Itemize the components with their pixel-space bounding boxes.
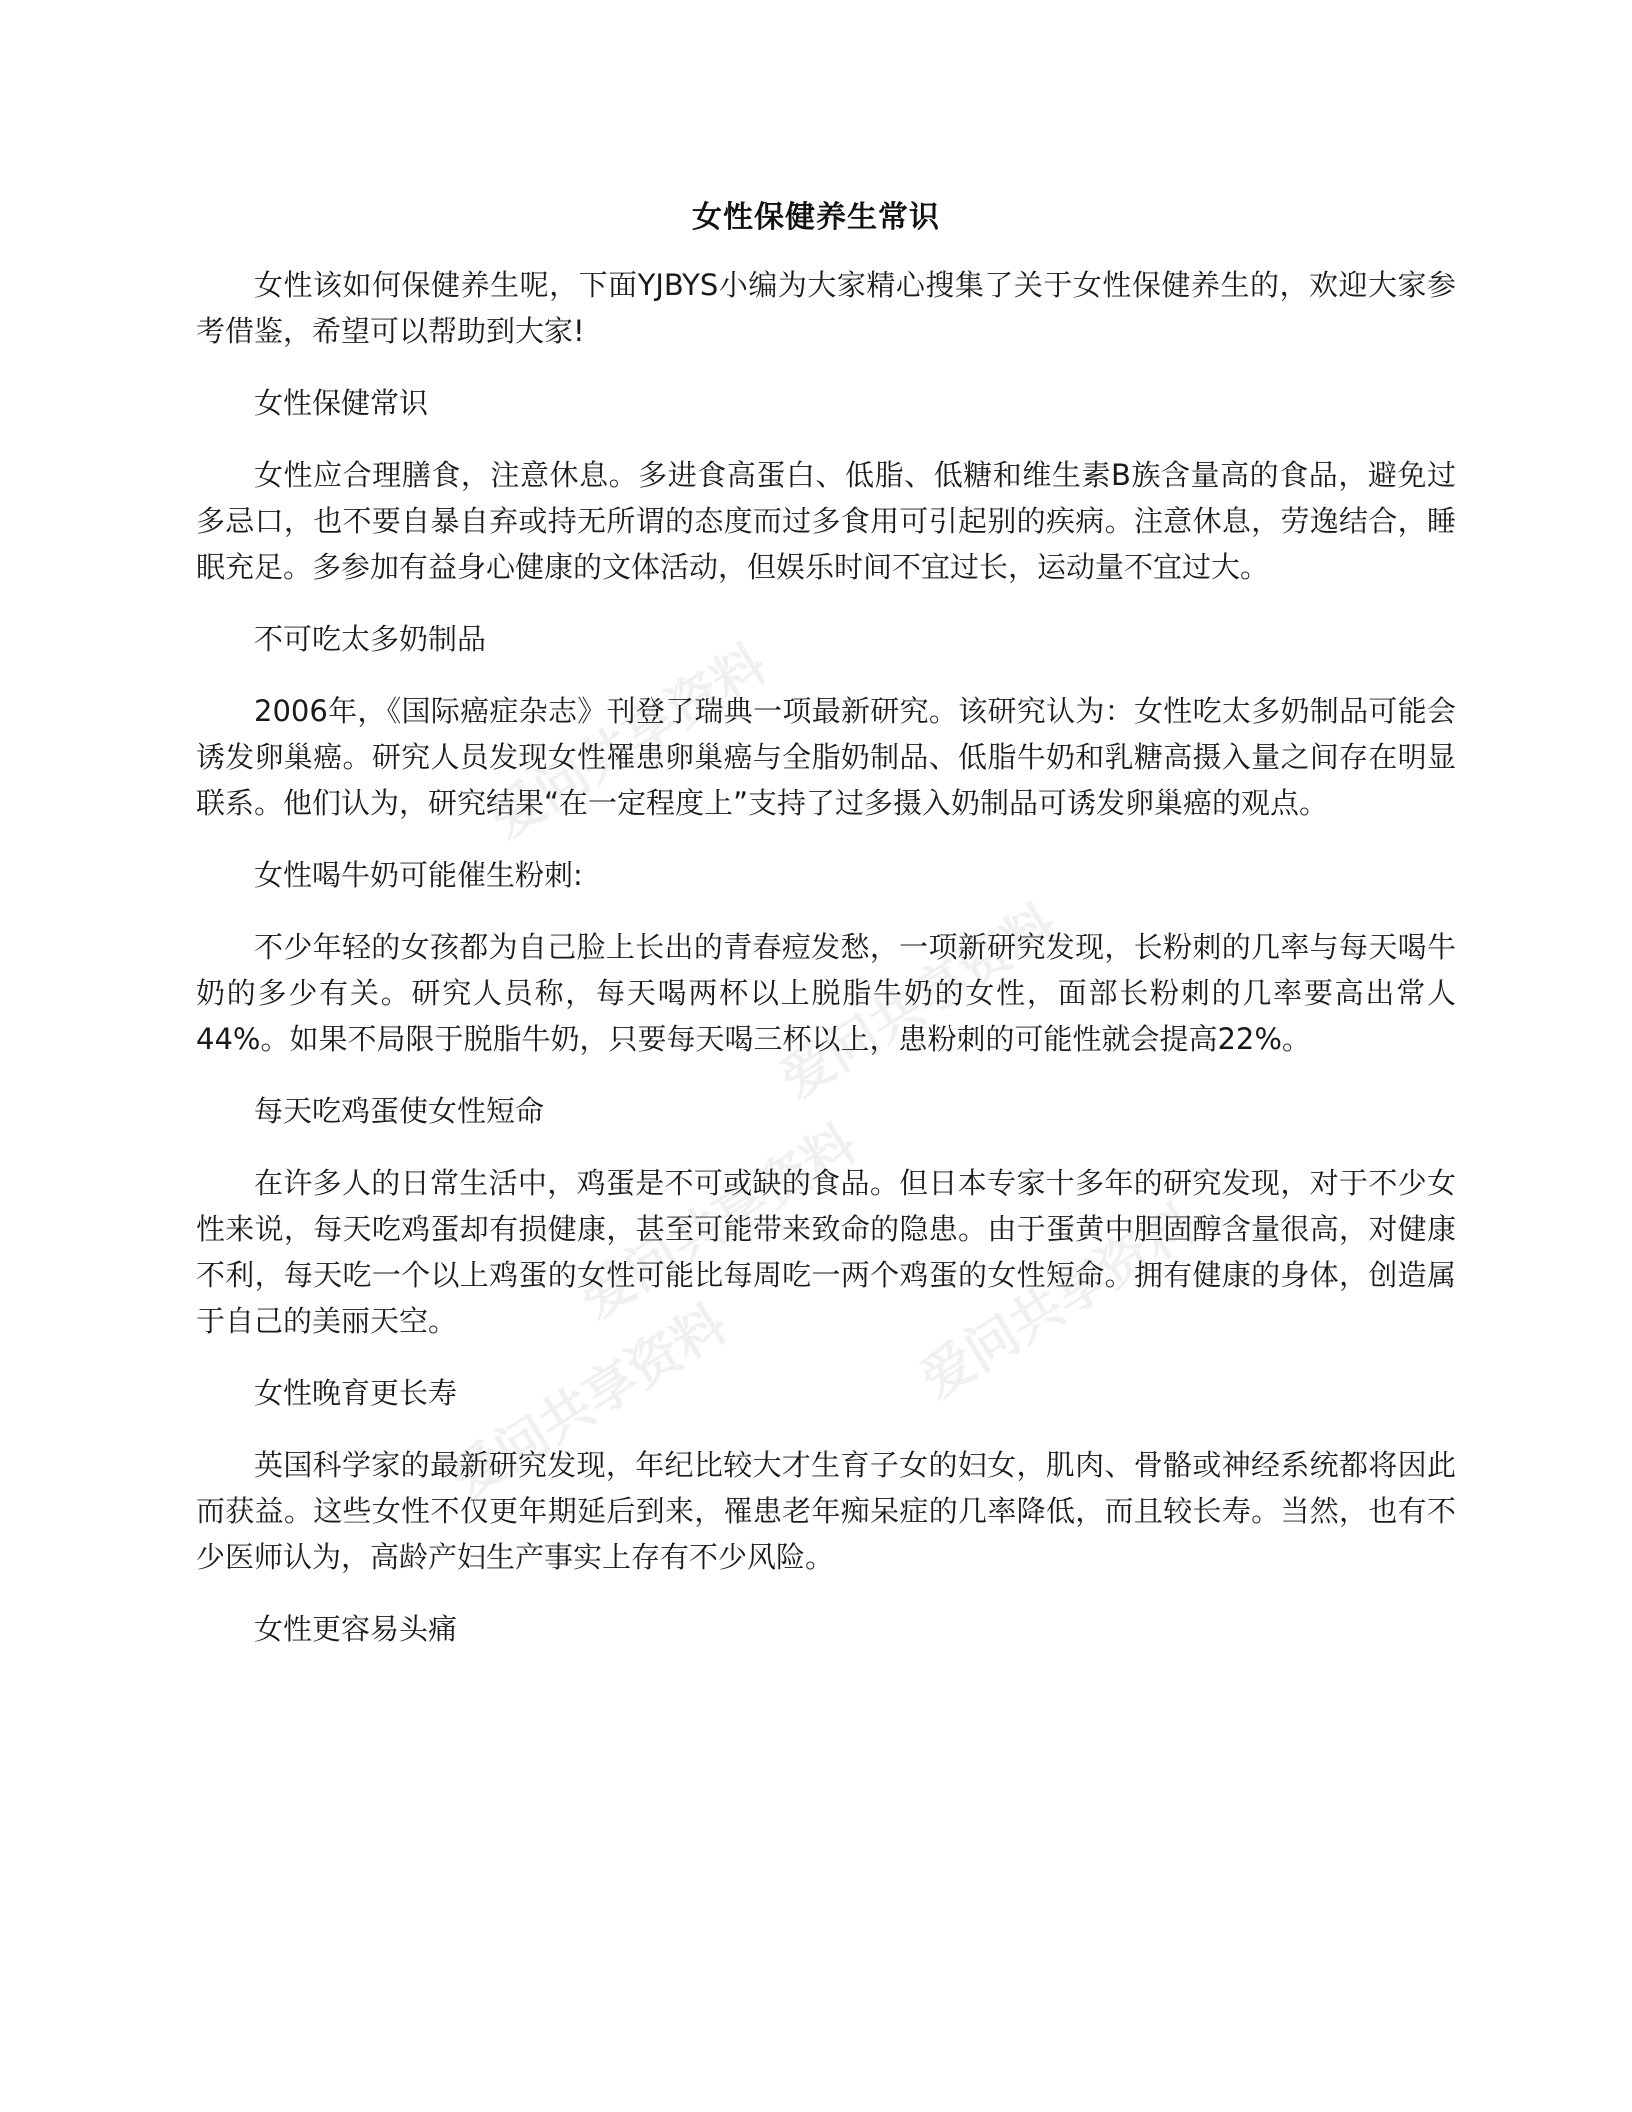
watermark: 爱问共享资料 bbox=[440, 1294, 738, 1511]
watermark: 爱问共享资料 bbox=[480, 634, 778, 851]
section-heading: 女性晚育更长寿 bbox=[254, 1376, 458, 1410]
section-heading: 每天吃鸡蛋使女性短命 bbox=[254, 1094, 545, 1128]
section-paragraph: 英国科学家的最新研究发现，年纪比较大才生育子女的妇女，肌肉、骨骼或神经系统都将因此而获益。这些女性不仅更年期延后到来，罹患老年痴呆症的几率降低，而且较长寿。当然，也有不少医师认为，高龄产妇生产事实上存有不少风险。 bbox=[196, 1448, 1456, 1574]
intro-paragraph: 女性该如何保健养生呢，下面YJBYS小编为大家精心搜集了关于女性保健养生的，欢迎大家参考借鉴，希望可以帮助到大家! bbox=[196, 268, 1456, 348]
section-heading: 女性喝牛奶可能催生粉刺: bbox=[254, 858, 583, 892]
watermark: 爱问共享资料 bbox=[910, 1194, 1208, 1411]
section-heading: 女性更容易头痛 bbox=[254, 1612, 458, 1646]
watermark: 爱问共享资料 bbox=[770, 894, 1068, 1111]
section-paragraph: 不少年轻的女孩都为自己脸上长出的青春痘发愁，一项新研究发现，长粉刺的几率与每天喝牛奶的多少有关。研究人员称，每天喝两杯以上脱脂牛奶的女性，面部长粉刺的几率要高出常人44%。如果不局限于脱脂牛奶，只要每天喝三杯以上，患粉刺的可能性就会提高22%。 bbox=[196, 930, 1456, 1056]
watermark: 爱问共享资料 bbox=[570, 1114, 868, 1331]
section-paragraph: 2006年，《国际癌症杂志》刊登了瑞典一项最新研究。该研究认为：女性吃太多奶制品可能会诱发卵巢癌。研究人员发现女性罹患卵巢癌与全脂奶制品、低脂牛奶和乳糖高摄入量之间存在明显联系。他们认为，研究结果“在一定程度上”支持了过多摄入奶制品可诱发卵巢癌的观点。 bbox=[196, 694, 1456, 820]
document-title: 女性保健养生常识 bbox=[692, 200, 940, 235]
document-body bbox=[196, 262, 1456, 1678]
section-heading: 不可吃太多奶制品 bbox=[254, 622, 487, 656]
section-paragraph: 女性应合理膳食，注意休息。多进食高蛋白、低脂、低糖和维生素B族含量高的食品，避免过多忌口，也不要自暴自弃或持无所谓的态度而过多食用可引起别的疾病。注意休息，劳逸结合，睡眠充足。多参加有益身心健康的文体活动，但娱乐时间不宜过长，运动量不宜过大。 bbox=[196, 458, 1456, 584]
section-paragraph: 在许多人的日常生活中，鸡蛋是不可或缺的食品。但日本专家十多年的研究发现，对于不少女性来说，每天吃鸡蛋却有损健康，甚至可能带来致命的隐患。由于蛋黄中胆固醇含量很高，对健康不利，每天吃一个以上鸡蛋的女性可能比每周吃一两个鸡蛋的女性短命。拥有健康的身体，创造属于自己的美丽天空。 bbox=[196, 1166, 1456, 1338]
section-heading: 女性保健常识 bbox=[254, 386, 429, 420]
